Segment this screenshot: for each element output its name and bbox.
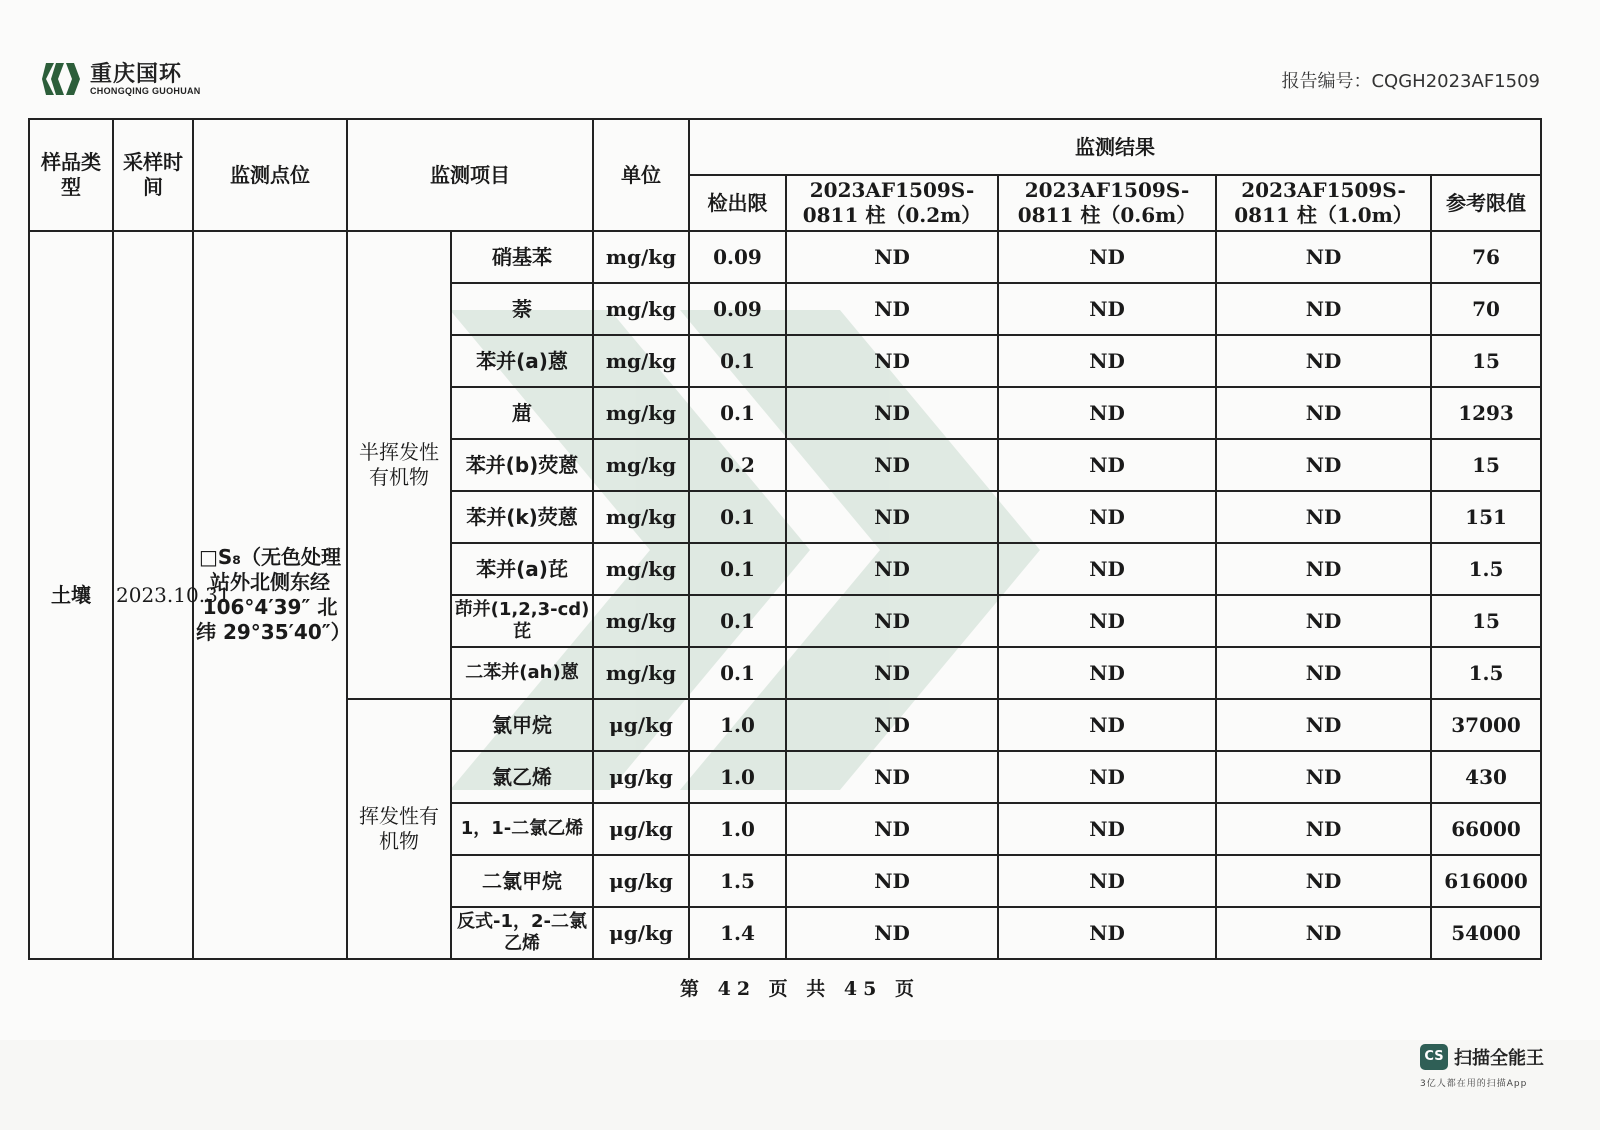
- page-header: [40, 55, 1570, 105]
- unit-cell: μg/kg: [593, 699, 689, 751]
- header-reference-limit: 参考限值: [1431, 175, 1541, 231]
- item-cell: 苯并(a)蒽: [451, 335, 593, 387]
- result-cell: ND: [998, 595, 1216, 647]
- result-cell: ND: [998, 907, 1216, 959]
- result-cell: ND: [998, 231, 1216, 283]
- result-cell: ND: [1216, 387, 1431, 439]
- report-number: 报告编号：CQGH2023AF1509: [1281, 71, 1540, 92]
- item-cell: 苯并(a)芘: [451, 543, 593, 595]
- header-detection-limit: 检出限: [689, 175, 786, 231]
- page-number: 第 42 页 共 45 页: [680, 978, 920, 1000]
- header-monitoring-point: 监测点位: [193, 119, 347, 231]
- limit-cell: 0.1: [689, 491, 786, 543]
- item-cell: 二氯甲烷: [451, 855, 593, 907]
- result-cell: ND: [786, 231, 998, 283]
- item-cell: 氯乙烯: [451, 751, 593, 803]
- unit-cell: mg/kg: [593, 543, 689, 595]
- reference-cell: 76: [1431, 231, 1541, 283]
- result-cell: ND: [786, 335, 998, 387]
- result-cell: ND: [1216, 231, 1431, 283]
- result-cell: ND: [998, 491, 1216, 543]
- header-sample-type: 样品类型: [29, 119, 113, 231]
- reference-cell: 37000: [1431, 699, 1541, 751]
- camscanner-icon: CS: [1420, 1044, 1448, 1070]
- item-cell: 䓛: [451, 387, 593, 439]
- reference-cell: 151: [1431, 491, 1541, 543]
- app-name: 扫描全能王: [1454, 1048, 1544, 1069]
- result-cell: ND: [786, 283, 998, 335]
- reference-cell: 15: [1431, 595, 1541, 647]
- result-cell: ND: [1216, 439, 1431, 491]
- result-cell: ND: [786, 595, 998, 647]
- result-cell: ND: [1216, 491, 1431, 543]
- result-cell: ND: [998, 751, 1216, 803]
- item-cell: 萘: [451, 283, 593, 335]
- item-cell: 硝基苯: [451, 231, 593, 283]
- result-cell: ND: [1216, 283, 1431, 335]
- limit-cell: 1.0: [689, 803, 786, 855]
- result-cell: ND: [998, 803, 1216, 855]
- unit-cell: mg/kg: [593, 491, 689, 543]
- guohuan-logo-icon: [40, 59, 82, 99]
- reference-cell: 70: [1431, 283, 1541, 335]
- header-monitoring-results: 监测结果: [689, 119, 1541, 175]
- result-cell: ND: [1216, 647, 1431, 699]
- logo-english-name: CHONGQING GUOHUAN: [90, 86, 201, 96]
- result-cell: ND: [786, 439, 998, 491]
- reference-cell: 15: [1431, 335, 1541, 387]
- result-cell: ND: [786, 751, 998, 803]
- unit-cell: μg/kg: [593, 907, 689, 959]
- result-cell: ND: [998, 699, 1216, 751]
- limit-cell: 1.0: [689, 699, 786, 751]
- result-cell: ND: [998, 387, 1216, 439]
- reference-cell: 1293: [1431, 387, 1541, 439]
- item-cell: 茚并(1,2,3-cd)芘: [451, 595, 593, 647]
- result-cell: ND: [1216, 699, 1431, 751]
- limit-cell: 0.1: [689, 335, 786, 387]
- result-cell: ND: [998, 647, 1216, 699]
- result-cell: ND: [786, 543, 998, 595]
- item-cell: 1，1-二氯乙烯: [451, 803, 593, 855]
- unit-cell: mg/kg: [593, 283, 689, 335]
- reference-cell: 15: [1431, 439, 1541, 491]
- result-cell: ND: [786, 647, 998, 699]
- result-cell: ND: [1216, 335, 1431, 387]
- result-cell: ND: [998, 543, 1216, 595]
- unit-cell: mg/kg: [593, 387, 689, 439]
- result-cell: ND: [1216, 907, 1431, 959]
- result-cell: ND: [786, 387, 998, 439]
- reference-cell: 430: [1431, 751, 1541, 803]
- scanner-app-watermark: [1420, 1040, 1570, 1090]
- unit-cell: mg/kg: [593, 231, 689, 283]
- header-sample-1.0m: 2023AF1509S-0811 柱（1.0m）: [1216, 175, 1431, 231]
- result-cell: ND: [1216, 803, 1431, 855]
- group-semi-volatile: 半挥发性有机物: [347, 231, 451, 699]
- result-cell: ND: [786, 855, 998, 907]
- app-tagline: 3亿人都在用的扫描App: [1420, 1079, 1528, 1089]
- company-logo: [40, 55, 230, 103]
- item-cell: 苯并(b)荧蒽: [451, 439, 593, 491]
- monitoring-results-table: [28, 118, 1542, 960]
- header-monitoring-item: 监测项目: [347, 119, 593, 231]
- unit-cell: mg/kg: [593, 595, 689, 647]
- item-cell: 苯并(k)荧蒽: [451, 491, 593, 543]
- result-cell: ND: [998, 283, 1216, 335]
- sample-type-cell: 土壤: [29, 231, 113, 959]
- item-cell: 二苯并(ah)蒽: [451, 647, 593, 699]
- limit-cell: 0.1: [689, 387, 786, 439]
- result-cell: ND: [1216, 855, 1431, 907]
- limit-cell: 0.1: [689, 647, 786, 699]
- unit-cell: mg/kg: [593, 647, 689, 699]
- result-cell: ND: [786, 491, 998, 543]
- header-sample-0.2m: 2023AF1509S-0811 柱（0.2m）: [786, 175, 998, 231]
- limit-cell: 0.09: [689, 231, 786, 283]
- result-cell: ND: [1216, 595, 1431, 647]
- result-cell: ND: [998, 335, 1216, 387]
- unit-cell: mg/kg: [593, 335, 689, 387]
- reference-cell: 54000: [1431, 907, 1541, 959]
- result-cell: ND: [786, 803, 998, 855]
- result-cell: ND: [786, 699, 998, 751]
- unit-cell: μg/kg: [593, 855, 689, 907]
- reference-cell: 616000: [1431, 855, 1541, 907]
- unit-cell: μg/kg: [593, 803, 689, 855]
- logo-chinese-name: 重庆国环: [90, 62, 183, 87]
- table-row: [29, 231, 1541, 283]
- limit-cell: 0.2: [689, 439, 786, 491]
- result-cell: ND: [998, 439, 1216, 491]
- unit-cell: μg/kg: [593, 751, 689, 803]
- item-cell: 反式-1，2-二氯乙烯: [451, 907, 593, 959]
- unit-cell: mg/kg: [593, 439, 689, 491]
- reference-cell: 1.5: [1431, 647, 1541, 699]
- header-unit: 单位: [593, 119, 689, 231]
- sample-time-cell: 2023.10.31: [113, 231, 193, 959]
- result-cell: ND: [998, 855, 1216, 907]
- header-sample-time: 采样时间: [113, 119, 193, 231]
- limit-cell: 0.1: [689, 543, 786, 595]
- limit-cell: 0.1: [689, 595, 786, 647]
- limit-cell: 1.5: [689, 855, 786, 907]
- result-cell: ND: [786, 907, 998, 959]
- reference-cell: 66000: [1431, 803, 1541, 855]
- limit-cell: 1.4: [689, 907, 786, 959]
- item-cell: 氯甲烷: [451, 699, 593, 751]
- header-sample-0.6m: 2023AF1509S-0811 柱（0.6m）: [998, 175, 1216, 231]
- result-cell: ND: [1216, 751, 1431, 803]
- limit-cell: 1.0: [689, 751, 786, 803]
- group-volatile: 挥发性有机物: [347, 699, 451, 959]
- monitoring-point-cell: □S₈（无色处理站外北侧东经106°4′39″ 北纬 29°35′40″）: [193, 231, 347, 959]
- reference-cell: 1.5: [1431, 543, 1541, 595]
- limit-cell: 0.09: [689, 283, 786, 335]
- result-cell: ND: [1216, 543, 1431, 595]
